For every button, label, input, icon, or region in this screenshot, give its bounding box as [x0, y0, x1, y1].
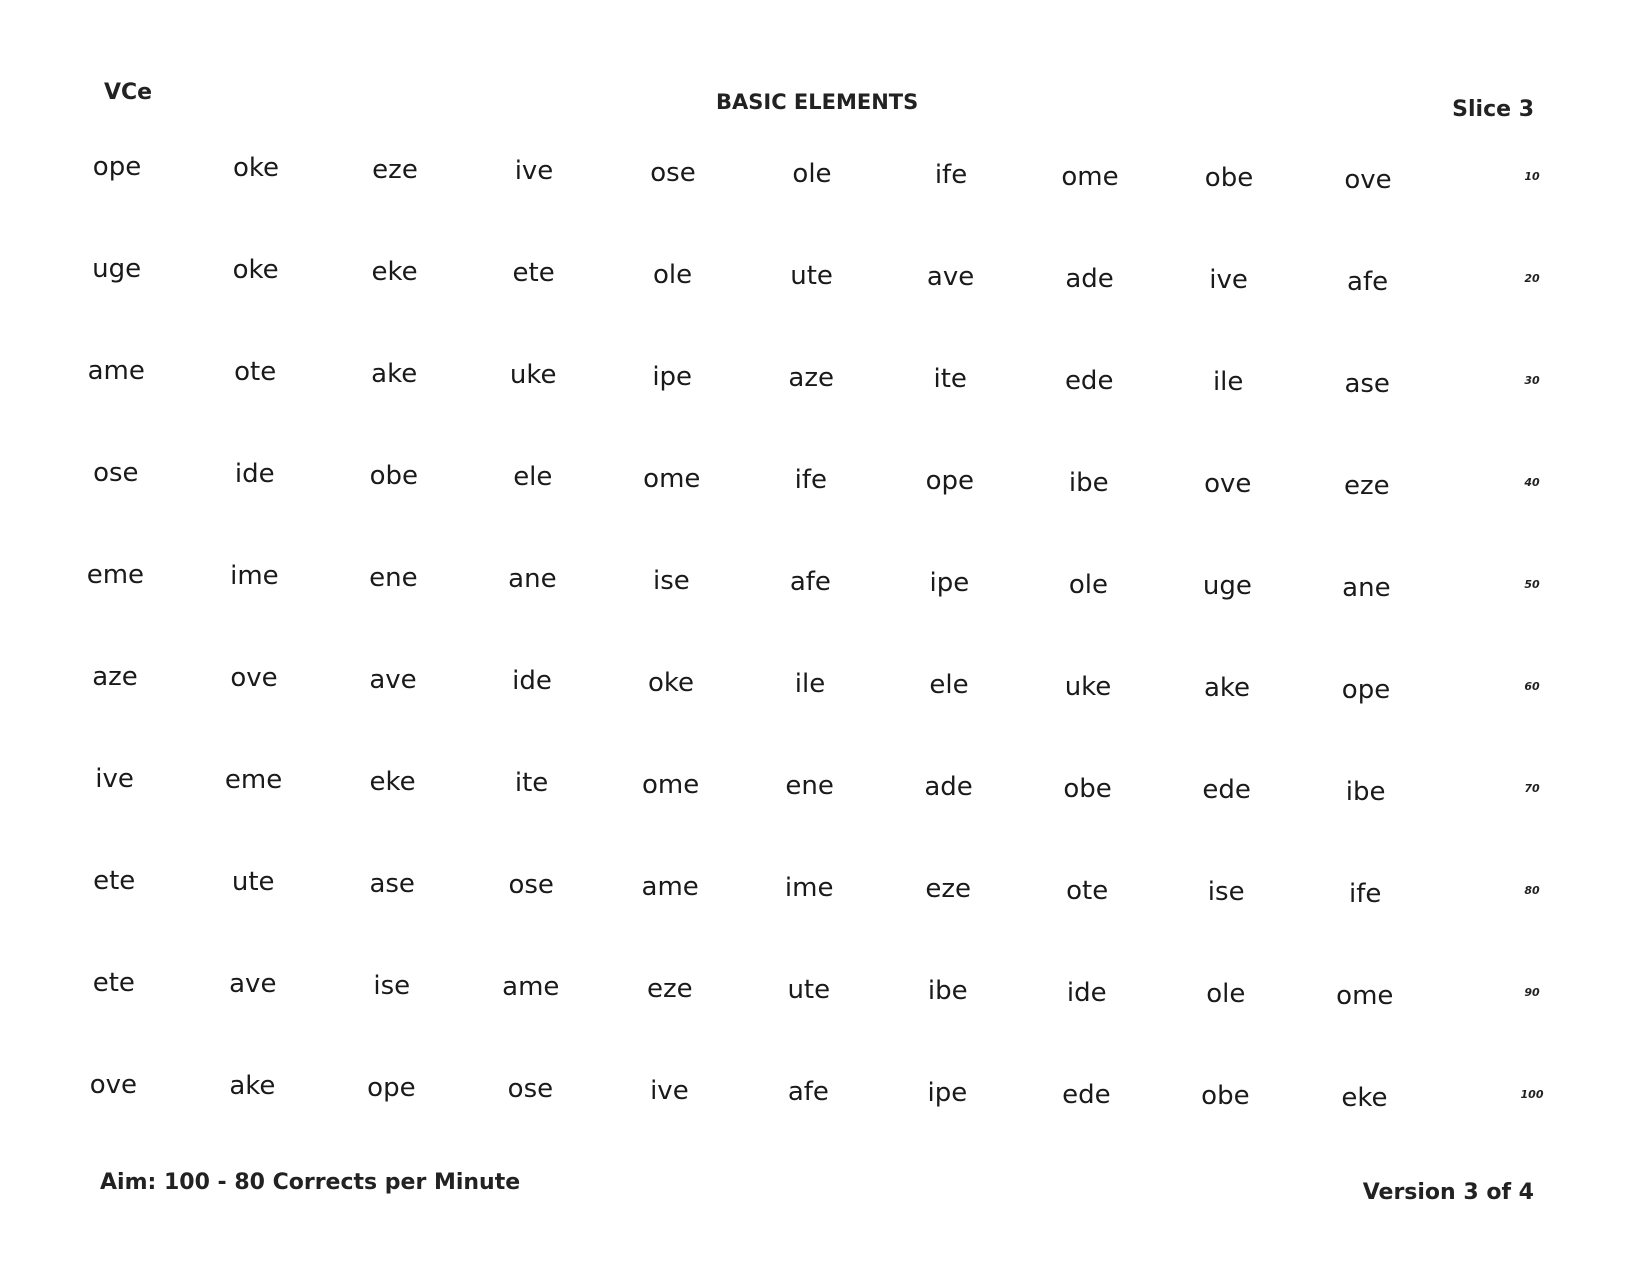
word-cell: ute: [787, 975, 831, 1005]
word-cell: aze: [92, 662, 138, 692]
word-cell: ope: [367, 1072, 416, 1103]
word-cell: oke: [232, 255, 279, 286]
word-cell: ise: [1207, 877, 1245, 908]
word-cell: ide: [1066, 977, 1107, 1008]
word-cell: ope: [1341, 674, 1391, 705]
word-cell: ave: [369, 664, 417, 695]
word-cell: uke: [1064, 671, 1112, 702]
word-grid: [62, 152, 1572, 1172]
word-cell: ome: [641, 769, 700, 800]
word-cell: ive: [514, 156, 554, 187]
row-count: 30: [1524, 374, 1540, 387]
word-row: [62, 560, 1572, 662]
word-cell: ile: [1212, 367, 1244, 398]
word-cell: ene: [369, 562, 418, 593]
word-cell: ede: [1062, 1079, 1111, 1110]
word-cell: ase: [369, 868, 415, 899]
row-count: 90: [1524, 986, 1540, 999]
row-count: 50: [1524, 578, 1540, 591]
word-cell: ome: [1061, 161, 1119, 192]
word-cell: ute: [231, 867, 275, 898]
row-count: 60: [1524, 680, 1540, 693]
word-cell: ade: [1065, 263, 1114, 294]
word-cell: ede: [1202, 775, 1251, 806]
row-count: 100: [1520, 1088, 1544, 1101]
worksheet-category: VCe: [104, 80, 153, 105]
word-cell: ite: [933, 364, 967, 395]
word-cell: ame: [87, 356, 145, 386]
word-cell: ele: [929, 670, 969, 701]
word-cell: ame: [641, 871, 699, 902]
word-cell: obe: [1063, 773, 1112, 804]
word-cell: ane: [1342, 572, 1391, 603]
word-cell: eme: [224, 765, 283, 796]
word-cell: eke: [1341, 1082, 1388, 1113]
word-cell: eke: [371, 256, 418, 287]
word-cell: ake: [371, 358, 418, 389]
word-row: [62, 764, 1572, 866]
word-cell: ave: [926, 262, 975, 293]
word-row: [62, 1070, 1572, 1172]
word-row: [62, 968, 1572, 1070]
word-row: [62, 254, 1572, 356]
word-cell: ope: [925, 466, 974, 497]
word-cell: ome: [1336, 980, 1394, 1011]
word-cell: ose: [507, 1074, 554, 1105]
word-cell: ope: [92, 152, 142, 182]
word-cell: ole: [653, 259, 693, 290]
aim-note: Aim: 100 - 80 Corrects per Minute: [100, 1170, 521, 1195]
word-cell: ise: [373, 970, 411, 1001]
row-count: 70: [1524, 782, 1540, 795]
word-cell: uke: [509, 360, 557, 391]
word-cell: ade: [924, 772, 973, 803]
word-cell: ete: [93, 866, 136, 896]
word-cell: ose: [508, 870, 554, 901]
row-count: 10: [1524, 170, 1540, 183]
word-cell: ite: [514, 768, 549, 799]
word-cell: ame: [502, 972, 560, 1003]
word-cell: ede: [1064, 365, 1114, 396]
word-cell: ele: [513, 462, 553, 493]
word-cell: ete: [512, 258, 555, 289]
word-cell: ane: [508, 564, 557, 595]
word-cell: ote: [234, 357, 277, 388]
word-cell: ibe: [1068, 467, 1109, 498]
word-cell: ave: [229, 969, 277, 1000]
word-cell: ipe: [927, 1078, 968, 1109]
word-cell: obe: [369, 460, 418, 491]
word-cell: ose: [650, 157, 696, 188]
word-cell: obe: [1204, 163, 1254, 194]
word-cell: ipe: [929, 568, 970, 599]
word-cell: ide: [234, 459, 275, 490]
word-cell: ive: [650, 1075, 689, 1106]
word-cell: ole: [1068, 569, 1108, 600]
word-cell: oke: [232, 153, 280, 184]
word-cell: ile: [794, 669, 826, 699]
word-cell: ote: [1066, 875, 1109, 906]
row-count: 20: [1524, 272, 1540, 285]
word-cell: ive: [95, 764, 134, 794]
word-row: [62, 866, 1572, 968]
word-cell: ipe: [652, 361, 693, 392]
word-cell: uge: [92, 254, 142, 284]
word-cell: oke: [647, 667, 695, 698]
word-cell: ose: [93, 458, 139, 488]
word-cell: ome: [643, 463, 701, 494]
word-cell: ase: [1344, 368, 1390, 399]
word-cell: ibe: [927, 976, 968, 1007]
word-row: [62, 356, 1572, 458]
word-cell: aze: [788, 363, 834, 393]
page-title: BASIC ELEMENTS: [716, 90, 919, 114]
word-cell: eze: [646, 973, 693, 1004]
word-cell: ete: [92, 968, 135, 998]
row-count: 80: [1524, 884, 1540, 897]
word-cell: ene: [785, 771, 834, 801]
slice-label: Slice 3: [1452, 97, 1534, 122]
word-cell: ove: [1344, 164, 1392, 195]
word-row: [62, 152, 1572, 254]
word-cell: eze: [372, 154, 418, 185]
word-cell: ake: [229, 1071, 276, 1102]
word-cell: ime: [784, 873, 834, 903]
word-cell: ole: [792, 159, 832, 189]
word-row: [62, 662, 1572, 764]
word-cell: ive: [1209, 265, 1248, 296]
row-count: 40: [1524, 476, 1540, 489]
word-cell: afe: [1347, 266, 1389, 297]
version-label: Version 3 of 4: [1362, 1180, 1534, 1205]
word-cell: eke: [369, 766, 416, 797]
word-cell: uge: [1202, 571, 1252, 602]
word-cell: ime: [230, 561, 279, 592]
word-cell: ibe: [1345, 776, 1386, 807]
word-cell: ife: [1349, 878, 1382, 909]
word-cell: obe: [1201, 1081, 1250, 1112]
word-cell: eze: [925, 874, 971, 905]
word-cell: afe: [789, 567, 831, 597]
word-row: [62, 458, 1572, 560]
word-cell: ove: [89, 1070, 138, 1100]
word-cell: ove: [230, 663, 278, 694]
word-cell: ife: [794, 465, 827, 495]
word-cell: ake: [1203, 673, 1251, 704]
word-cell: eze: [1343, 470, 1390, 501]
word-cell: ole: [1206, 979, 1246, 1010]
word-cell: ise: [653, 565, 690, 596]
word-cell: ute: [790, 261, 833, 291]
word-cell: eme: [86, 560, 145, 590]
word-cell: ide: [512, 666, 552, 697]
word-cell: afe: [787, 1077, 829, 1107]
word-cell: ove: [1204, 469, 1252, 500]
word-cell: ife: [934, 160, 968, 191]
